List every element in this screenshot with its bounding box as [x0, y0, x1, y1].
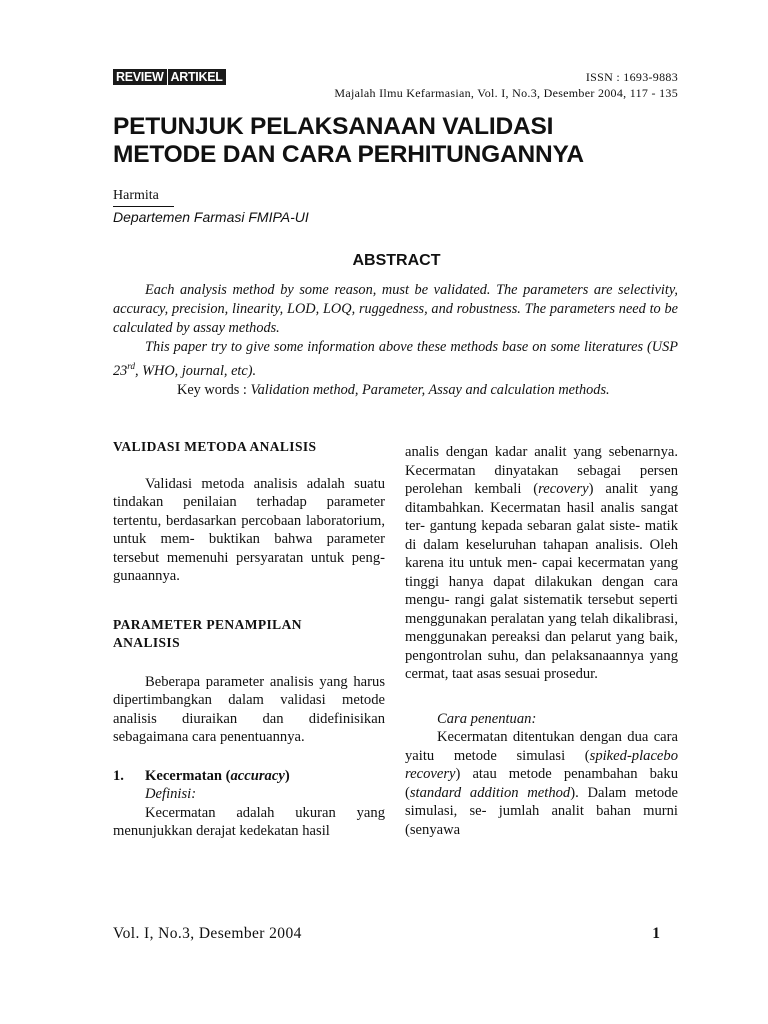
right-column	[405, 443, 678, 839]
right-paragraph-1: analis dengan kadar analit yang sebenarnya. Kecermatan dinyatakan sebagai persen perolehan kembali (recovery) analit yang ditambahkan. Kecermatan hasil analis sangat ter- gantung kepada sebaran galat siste- matik di dalam keseluruhan tahapan analisis. Oleh karena itu untuk men- capai kecermatan yang tinggi hanya dapat dilakukan dengan cara mengu- rangi galat sistematik tersebut seperti menggunakan peralatan yang telah dikalibrasi, menggunakan pereaksi dan pelarut yang baik, pengontrolan suhu, dan pelaksanaannya yang cermat, taat asas sesuai prosedur.	[405, 444, 678, 682]
abstract-p2-end: , WHO, journal, etc).	[134, 362, 257, 379]
abstract-p2-superscript: rd	[127, 361, 135, 371]
author-name: Harmita	[113, 188, 174, 207]
left-column	[113, 438, 385, 841]
journal-citation: Majalah Ilmu Kefarmasian, Vol. I, No.3, Desember 2004, 117 - 135	[334, 86, 678, 100]
abstract-body	[113, 281, 678, 400]
section-text-validasi: Validasi metoda analisis adalah suatu tindakan penilaian terhadap parameter tertentu, berdasarkan percobaan laboratorium, untuk mem- buktikan bahwa parameter tersebut memenuhi persyaratan untuk peng- gunaannya.	[113, 475, 385, 584]
item-number: 1.	[113, 767, 124, 784]
numbered-item-kecermatan	[113, 767, 385, 786]
item-title: Kecermatan (accuracy)	[145, 767, 290, 784]
keywords	[113, 381, 678, 400]
abstract-paragraph-1: Each analysis method by some reason, must be validated. The parameters are selectivity, accuracy, precision, linearity, LOD, LOQ, ruggedness, and robustness. The parameters need to be calculated by assay methods.	[113, 282, 678, 336]
article-type-badge	[113, 69, 226, 85]
abstract-p2-text: This paper try to give some information above these methods base on some literatures (USP 23	[113, 339, 678, 379]
issn: ISSN : 1693-9883	[585, 70, 678, 84]
item-subhead-definisi: Definisi:	[145, 786, 197, 802]
section-heading-parameter: PARAMETER PENAMPILAN ANALISIS	[113, 616, 302, 650]
abstract-paragraph-2	[113, 338, 678, 381]
subhead-cara-penentuan: Cara penentuan:	[437, 710, 537, 727]
title-line-1: PETUNJUK PELAKSANAAN VALIDASI	[113, 113, 554, 140]
section-text-parameter: Beberapa parameter analisis yang harus dipertimbangkan dalam validasi metode analisis diuraikan dan didefinisikan sebagaimana cara penentuannya.	[113, 673, 385, 745]
author-affiliation: Departemen Farmasi FMIPA-UI	[113, 209, 309, 225]
keywords-text: Validation method, Parameter, Assay and calculation methods.	[250, 381, 610, 398]
page-number: 1	[652, 925, 660, 942]
paper-title	[113, 113, 673, 169]
abstract-heading: ABSTRACT	[352, 252, 441, 269]
item-text-definisi: Kecermatan adalah ukuran yang menunjukkan derajat kedekatan hasil	[113, 804, 385, 839]
footer-issue: Vol. I, No.3, Desember 2004	[113, 925, 302, 942]
title-line-2: METODE DAN CARA PERHITUNGANNYA	[113, 141, 584, 168]
right-paragraph-2: Kecermatan ditentukan dengan dua cara yaitu metode simulasi (spiked-placebo recovery) atau metode penambahan baku (standard addition method). Dalam metode simulasi, se- jumlah analit bahan murni (senyawa	[405, 729, 678, 838]
keywords-label: Key words :	[177, 381, 251, 398]
section-heading-validasi: VALIDASI METODA ANALISIS	[113, 439, 317, 454]
badge-artikel: ARTIKEL	[168, 69, 226, 85]
badge-review: REVIEW	[113, 69, 167, 85]
